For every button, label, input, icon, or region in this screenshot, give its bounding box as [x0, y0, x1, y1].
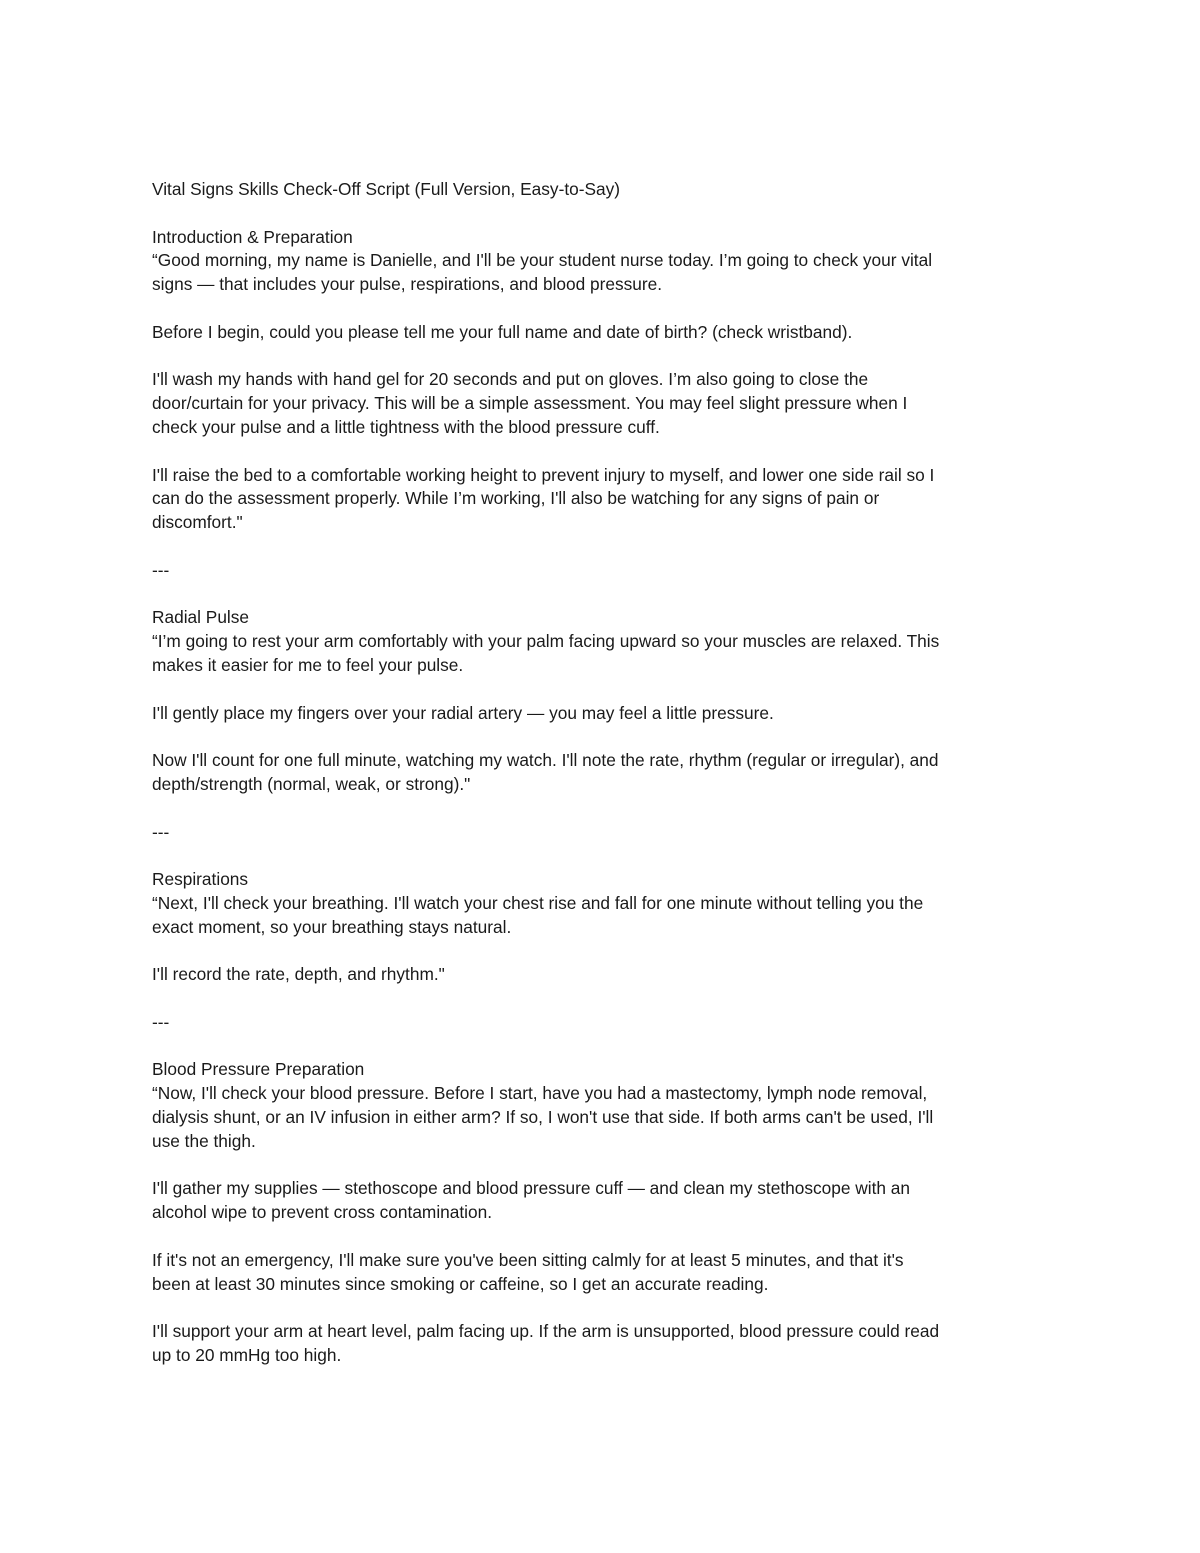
paragraph — [152, 1082, 1052, 1153]
paragraph — [152, 464, 1052, 535]
paragraph — [152, 963, 1052, 987]
text-line: Before I begin, could you please tell me your full name and date of birth? (check wristband). — [152, 321, 853, 342]
document-title: Vital Signs Skills Check-Off Script (Full Version, Easy-to-Say) — [152, 179, 621, 199]
text-line: “Good morning, my name is Danielle, and I'll be your student nurse today. I’m going to check your vital — [152, 250, 933, 271]
text-line: exact moment, so your breathing stays natural. — [152, 916, 512, 937]
text-line: I'll wash my hands with hand gel for 20 seconds and put on gloves. I’m also going to close the — [152, 369, 869, 390]
text-line: I'll support your arm at heart level, palm facing up. If the arm is unsupported, blood pressure could read — [152, 1321, 940, 1342]
text-line: dialysis shunt, or an IV infusion in either arm? If so, I won't use that side. If both arms can't be used, I'll — [152, 1107, 934, 1128]
section-separator: --- — [152, 1011, 170, 1032]
text-line: I'll gather my supplies — stethoscope and blood pressure cuff — and clean my stethoscope with an — [152, 1178, 911, 1199]
section-blood-pressure-preparation — [152, 1058, 1052, 1367]
text-line: Now I'll count for one full minute, watching my watch. I'll note the rate, rhythm (regular or irregular), and — [152, 750, 939, 771]
paragraph — [152, 630, 1052, 678]
text-line: If it's not an emergency, I'll make sure you've been sitting calmly for at least 5 minutes, and that it's — [152, 1249, 904, 1270]
text-line: door/curtain for your privacy. This will be a simple assessment. You may feel slight pressure when I — [152, 393, 908, 414]
paragraph — [152, 702, 1052, 726]
text-line: up to 20 mmHg too high. — [152, 1345, 342, 1366]
text-line: makes it easier for me to feel your pulse. — [152, 654, 464, 675]
section-separator: --- — [152, 821, 170, 842]
text-line: discomfort." — [152, 512, 243, 533]
text-line: I'll raise the bed to a comfortable working height to prevent injury to myself, and lower one side rail so I — [152, 464, 935, 485]
paragraph — [152, 1320, 1052, 1368]
text-line: use the thigh. — [152, 1130, 256, 1151]
section-heading: Blood Pressure Preparation — [152, 1059, 365, 1080]
text-line: been at least 30 minutes since smoking or caffeine, so I get an accurate reading. — [152, 1273, 769, 1294]
paragraph — [152, 1177, 1052, 1225]
text-line: alcohol wipe to prevent cross contamination. — [152, 1202, 493, 1223]
paragraph — [152, 321, 1052, 345]
section-heading: Respirations — [152, 869, 249, 890]
text-line: “Next, I'll check your breathing. I'll watch your chest rise and fall for one minute without telling you the — [152, 892, 924, 913]
text-line: “Now, I'll check your blood pressure. Before I start, have you had a mastectomy, lymph node removal, — [152, 1083, 928, 1104]
paragraph — [152, 368, 1052, 439]
text-line: depth/strength (normal, weak, or strong)." — [152, 773, 471, 794]
section-respirations — [152, 868, 1052, 987]
section-heading: Introduction & Preparation — [152, 226, 353, 247]
paragraph — [152, 1249, 1052, 1297]
section-separator: --- — [152, 559, 170, 580]
text-line: check your pulse and a little tightness with the blood pressure cuff. — [152, 416, 660, 437]
text-line: can do the assessment properly. While I’m working, I'll also be watching for any signs of pain or — [152, 488, 880, 509]
text-line: I'll record the rate, depth, and rhythm." — [152, 964, 445, 985]
text-line: “I’m going to rest your arm comfortably with your palm facing upward so your muscles are relaxed. This — [152, 631, 940, 652]
section-heading: Radial Pulse — [152, 607, 250, 628]
paragraph — [152, 749, 1052, 797]
section-introduction — [152, 226, 1052, 535]
text-line: I'll gently place my fingers over your radial artery — you may feel a little pressure. — [152, 702, 774, 723]
paragraph — [152, 249, 1052, 297]
document-page — [152, 178, 1052, 1368]
section-radial-pulse — [152, 606, 1052, 796]
paragraph — [152, 892, 1052, 940]
text-line: signs — that includes your pulse, respirations, and blood pressure. — [152, 274, 663, 295]
